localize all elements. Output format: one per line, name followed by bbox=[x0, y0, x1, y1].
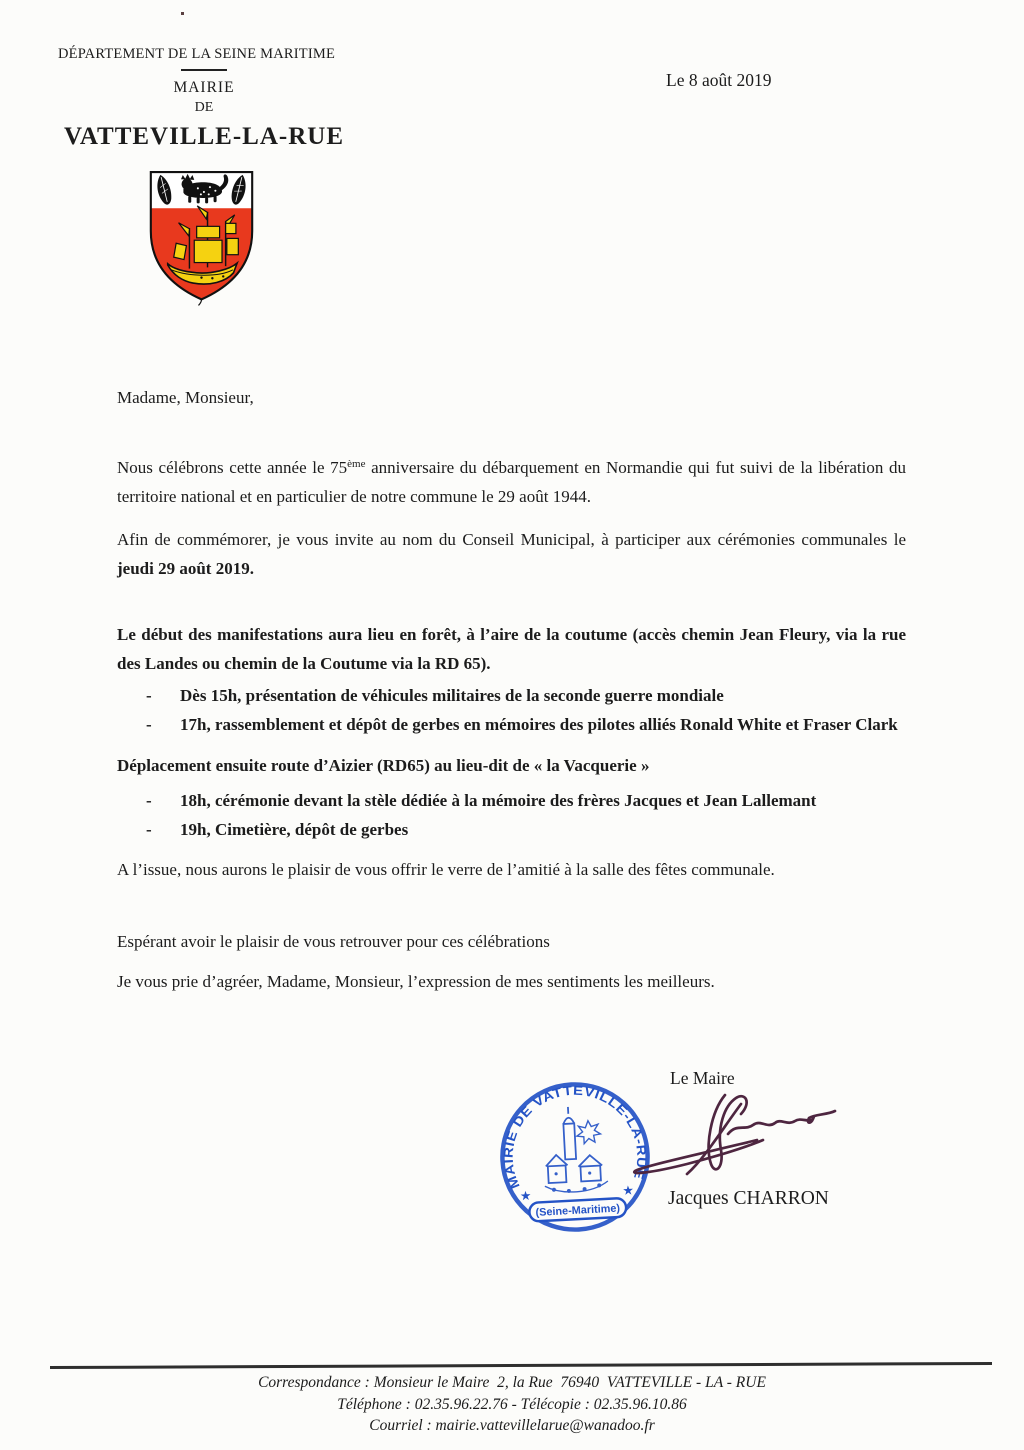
scan-artifact-speck bbox=[181, 12, 184, 15]
paragraph-reception: A l’issue, nous aurons le plaisir de vous offrir le verre de l’amitié à la salle des fêtes communale. bbox=[117, 860, 775, 879]
paragraph-invitation-text: Afin de commémorer, je vous invite au nom du Conseil Municipal, à participer aux cérémonies communales le bbox=[117, 530, 906, 549]
list-item bbox=[117, 710, 906, 739]
heading-vacquerie: Déplacement ensuite route d’Aizier (RD65) au lieu-dit de « la Vacquerie » bbox=[117, 756, 650, 775]
heading-forest-ceremony: Le début des manifestations aura lieu en forêt, à l’aire de la coutume (accès chemin Jean Fleury, via la rue des Landes ou chemin de la Coutume via la RD 65). bbox=[117, 625, 906, 673]
letter-body bbox=[117, 383, 906, 996]
forest-schedule-list bbox=[117, 681, 906, 739]
letterhead-divider bbox=[181, 69, 227, 71]
salutation: Madame, Monsieur, bbox=[117, 388, 254, 407]
signature-swoosh-stroke bbox=[634, 1140, 763, 1173]
bullet-dash: - bbox=[146, 791, 152, 810]
footer-email: Courriel : mairie.vattevillelarue@wanadoo.fr bbox=[369, 1417, 655, 1434]
ordinal-superscript: ème bbox=[347, 458, 366, 470]
signature-squiggle-stroke bbox=[728, 1111, 835, 1134]
list-item-text: 19h, Cimetière, dépôt de gerbes bbox=[180, 820, 409, 839]
event-date-bold: jeudi 29 août 2019. bbox=[117, 559, 254, 578]
list-item-text: 17h, rassemblement et dépôt de gerbes en mémoires des pilotes alliés Ronald White et Fraser Clark bbox=[180, 715, 898, 734]
handwritten-signature bbox=[625, 1090, 845, 1185]
letterhead bbox=[58, 46, 350, 151]
footer-divider bbox=[50, 1362, 992, 1369]
list-item-text: 18h, cérémonie devant la stèle dédiée à la mémoire des frères Jacques et Jean Lallemant bbox=[180, 791, 817, 810]
list-item bbox=[117, 681, 906, 710]
signer-title: Le Maire bbox=[670, 1068, 735, 1088]
bullet-dash: - bbox=[146, 686, 152, 705]
shield-tip bbox=[198, 299, 201, 305]
list-item bbox=[117, 786, 906, 815]
paragraph-closing: Je vous prie d’agréer, Madame, Monsieur, l’expression de mes sentiments les meilleurs. bbox=[117, 972, 715, 991]
stamp-star-right-icon: ★ bbox=[622, 1183, 635, 1199]
coat-of-arms-icon bbox=[141, 166, 262, 306]
list-item-text: Dès 15h, présentation de véhicules militaires de la seconde guerre mondiale bbox=[180, 686, 724, 705]
paragraph-anniversary-rest: anniversaire du débarquement en Normandie qui fut suivi de la libération du territoire national et en particulier de notre commune le 29 août 1944. bbox=[117, 458, 906, 506]
signer-name: Jacques CHARRON bbox=[668, 1188, 829, 1209]
footer-address: Correspondance : Monsieur le Maire 2, la Rue 76940 VATTEVILLE - LA - RUE bbox=[258, 1374, 766, 1391]
stamp-ring-text: MAIRIE DE VATTEVILLE-LA-RUE bbox=[500, 1082, 650, 1192]
vacquerie-schedule-list bbox=[117, 786, 906, 844]
stamp-center-art bbox=[541, 1105, 609, 1194]
letter-date: Le 8 août 2019 bbox=[666, 70, 772, 90]
paragraph-anniversary bbox=[117, 453, 906, 511]
footer bbox=[0, 1372, 1024, 1437]
list-item bbox=[117, 815, 906, 844]
org-name-line1: MAIRIE bbox=[173, 79, 235, 96]
bullet-dash: - bbox=[146, 715, 152, 734]
org-name-line2: DE bbox=[194, 100, 214, 115]
department-name: DÉPARTEMENT DE LA SEINE MARITIME bbox=[58, 46, 336, 62]
bullet-dash: - bbox=[146, 820, 152, 839]
stamp-banner-text: (Seine-Maritime) bbox=[535, 1202, 621, 1219]
stamp-star-left-icon: ★ bbox=[519, 1188, 532, 1204]
paragraph-hope: Espérant avoir le plaisir de vous retrouver pour ces célébrations bbox=[117, 932, 550, 951]
commune-name: VATTEVILLE-LA-RUE bbox=[63, 123, 345, 150]
paragraph-invitation bbox=[117, 525, 906, 583]
paragraph-anniversary-text: Nous célébrons cette année le 75 bbox=[117, 458, 348, 477]
footer-phone-fax: Téléphone : 02.35.96.22.76 - Télécopie : 02.35.96.10.86 bbox=[337, 1395, 687, 1413]
